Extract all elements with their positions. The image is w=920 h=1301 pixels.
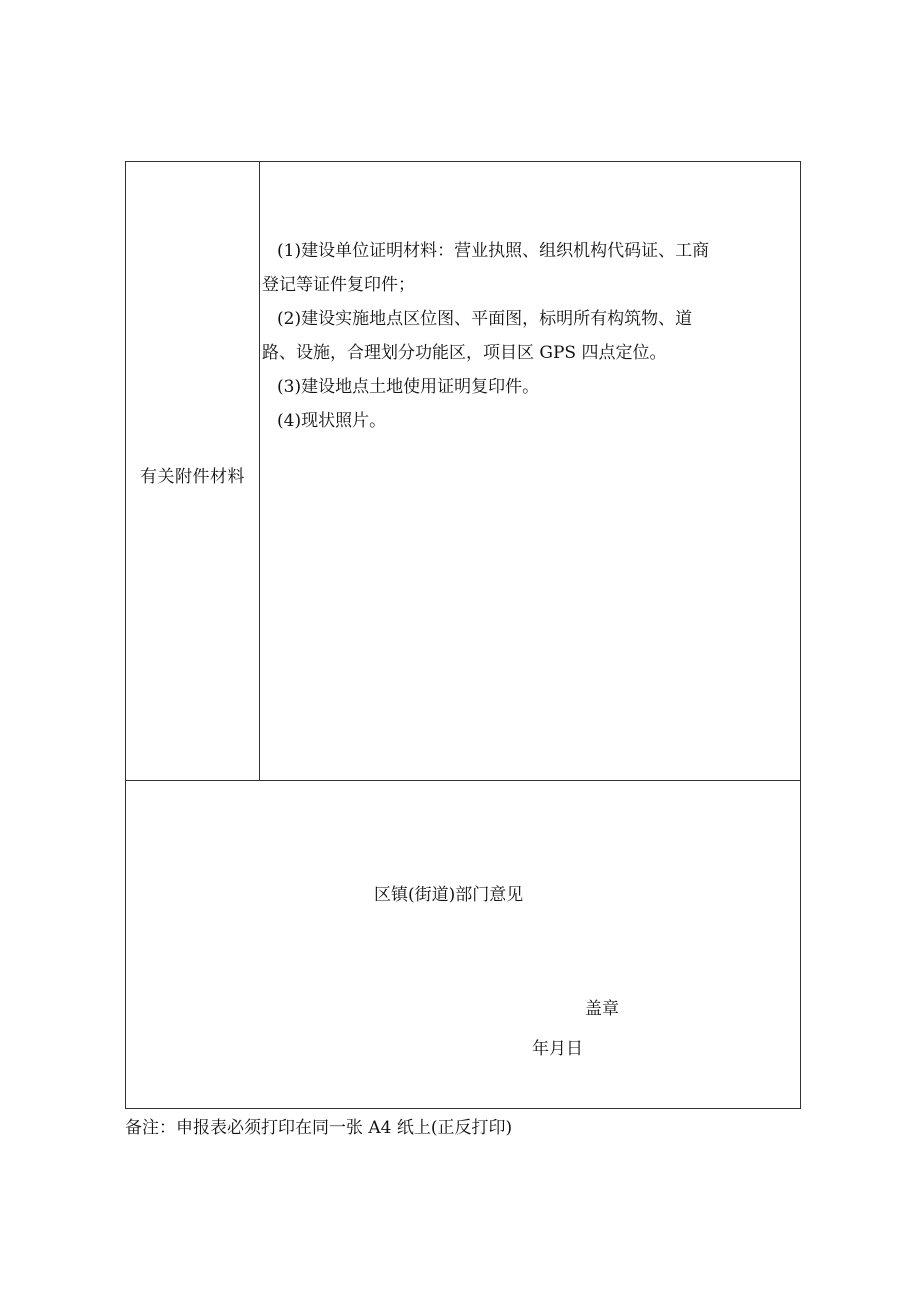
attachments-row bbox=[126, 162, 800, 781]
attachments-list bbox=[262, 234, 796, 438]
attachment-item-line: (2)建设实施地点区位图、平面图，标明所有构筑物、道 bbox=[277, 309, 693, 329]
opinion-row bbox=[126, 781, 800, 1108]
attachment-item bbox=[262, 370, 796, 404]
attachment-item bbox=[262, 404, 796, 438]
seal-label: 盖章 bbox=[585, 999, 619, 1019]
opinion-label: 区镇(街道)部门意见 bbox=[374, 885, 524, 905]
remark-note: 备注：申报表必须打印在同一张 A4 纸上(正反打印) bbox=[125, 1118, 513, 1138]
attachments-content-cell bbox=[260, 162, 800, 780]
date-label: 年月日 bbox=[532, 1039, 583, 1059]
attachment-item-line: (4)现状照片。 bbox=[277, 411, 387, 431]
attachment-item-line: 登记等证件复印件； bbox=[262, 275, 415, 295]
attachments-label-cell bbox=[126, 162, 260, 780]
attachment-item-line: (3)建设地点土地使用证明复印件。 bbox=[277, 377, 540, 397]
attachment-item-line: 路、设施，合理划分功能区，项目区 GPS 四点定位。 bbox=[262, 343, 667, 363]
attachment-item-line: (1)建设单位证明材料：营业执照、组织机构代码证、工商 bbox=[277, 241, 710, 261]
application-form-table bbox=[125, 161, 801, 1109]
attachment-item bbox=[262, 234, 796, 302]
attachment-item bbox=[262, 302, 796, 370]
attachments-label: 有关附件材料 bbox=[140, 467, 245, 487]
